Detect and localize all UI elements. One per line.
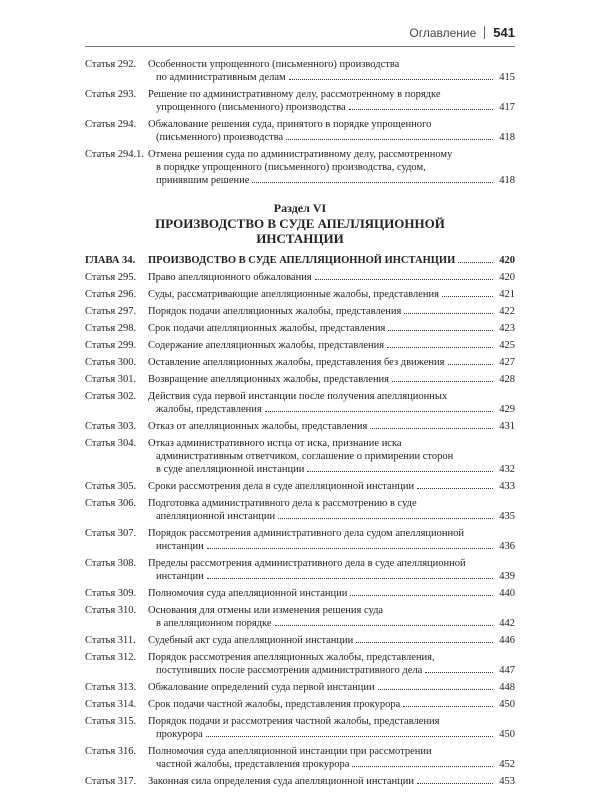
article-number: Статья 301. bbox=[85, 374, 137, 385]
article-body bbox=[148, 88, 515, 114]
entry-line bbox=[148, 420, 515, 433]
article-title-line: Возвращение апелляционных жалобы, представления bbox=[148, 374, 390, 385]
article-body bbox=[148, 775, 515, 788]
article-body bbox=[148, 497, 515, 523]
article-page: 418 bbox=[499, 132, 515, 143]
entry-line bbox=[148, 161, 515, 174]
entry-line bbox=[148, 540, 515, 553]
article-title-line: Отказ административного истца от иска, признание иска bbox=[148, 438, 402, 449]
toc-entry[interactable] bbox=[85, 480, 515, 493]
article-title-line: в порядке упрощенного (письменного) производства, судом, bbox=[156, 162, 426, 173]
article-number: Статья 307. bbox=[85, 528, 137, 539]
article-body bbox=[148, 604, 515, 630]
article-number: Статья 299. bbox=[85, 340, 137, 351]
dot-leader bbox=[207, 548, 493, 549]
article-number: Статья 296. bbox=[85, 289, 137, 300]
dot-leader bbox=[252, 182, 493, 183]
toc-entry[interactable] bbox=[85, 745, 515, 771]
dot-leader bbox=[425, 672, 493, 673]
article-body bbox=[148, 118, 515, 144]
dot-leader bbox=[378, 689, 493, 690]
toc-entry[interactable] bbox=[85, 58, 515, 84]
toc-entry[interactable] bbox=[85, 373, 515, 386]
article-title-line: жалобы, представления bbox=[156, 404, 262, 415]
entry-line bbox=[148, 322, 515, 335]
entry-line bbox=[148, 403, 515, 416]
article-page: 448 bbox=[499, 682, 515, 693]
dot-leader bbox=[286, 139, 493, 140]
toc-entry[interactable] bbox=[85, 557, 515, 583]
article-title-line: принявшим решение bbox=[156, 175, 250, 186]
article-number: Статья 309. bbox=[85, 588, 137, 599]
entry-line bbox=[148, 148, 515, 161]
toc-entry[interactable] bbox=[85, 420, 515, 433]
article-page: 452 bbox=[499, 759, 515, 770]
article-title-line: Содержание апелляционных жалобы, представления bbox=[148, 340, 385, 351]
section-subtitle-line: ИНСТАНЦИИ bbox=[256, 231, 344, 246]
entry-line bbox=[148, 634, 515, 647]
table-of-contents bbox=[85, 58, 515, 792]
article-number: Статья 293. bbox=[85, 89, 137, 100]
article-number: Статья 304. bbox=[85, 438, 137, 449]
entry-line bbox=[148, 681, 515, 694]
article-page: 440 bbox=[499, 588, 515, 599]
header-rule bbox=[85, 46, 515, 47]
running-head-title: Оглавление bbox=[409, 25, 477, 40]
article-title-line: в апелляционном порядке bbox=[156, 618, 272, 629]
article-body bbox=[148, 698, 515, 711]
article-number: Статья 292. bbox=[85, 59, 137, 70]
entry-line bbox=[148, 174, 515, 187]
dot-leader bbox=[388, 330, 493, 331]
article-page: 429 bbox=[499, 404, 515, 415]
article-entries bbox=[85, 271, 515, 788]
article-body bbox=[148, 651, 515, 677]
entry-line bbox=[148, 480, 515, 493]
article-title-line: Оставление апелляционных жалобы, представления без движения bbox=[148, 357, 445, 368]
entry-line bbox=[148, 510, 515, 523]
dot-leader bbox=[206, 736, 493, 737]
toc-entry[interactable] bbox=[85, 148, 515, 187]
toc-entry[interactable] bbox=[85, 527, 515, 553]
toc-entry[interactable] bbox=[85, 356, 515, 369]
article-body bbox=[148, 288, 515, 301]
toc-entry[interactable] bbox=[85, 587, 515, 600]
article-title-line: в суде апелляционной инстанции bbox=[156, 464, 305, 475]
article-title-line: Порядок рассмотрения апелляционных жалобы, представления, bbox=[148, 652, 435, 663]
dot-leader bbox=[265, 411, 493, 412]
entry-line bbox=[148, 651, 515, 664]
article-number: Статья 294.1. bbox=[85, 149, 145, 160]
running-head bbox=[409, 25, 515, 40]
entry-line bbox=[148, 527, 515, 540]
article-number: Статья 311. bbox=[85, 635, 136, 646]
dot-leader bbox=[387, 347, 493, 348]
entry-line bbox=[148, 617, 515, 630]
article-title-line: Отмена решения суда по административному делу, рассмотренному bbox=[148, 149, 453, 160]
dot-leader bbox=[417, 783, 493, 784]
article-page: 450 bbox=[499, 699, 515, 710]
article-title-line: Срок подачи апелляционных жалобы, представления bbox=[148, 323, 386, 334]
article-title-line: Решение по административному делу, рассмотренному в порядке bbox=[148, 89, 441, 100]
section-subtitle-line: ПРОИЗВОДСТВО В СУДЕ АПЕЛЛЯЦИОННОЙ bbox=[155, 216, 445, 231]
article-number: Статья 314. bbox=[85, 699, 137, 710]
toc-entry[interactable] bbox=[85, 288, 515, 301]
toc-entry[interactable] bbox=[85, 437, 515, 476]
dot-leader bbox=[275, 625, 493, 626]
entry-line bbox=[148, 288, 515, 301]
article-title-line: упрощенного (письменного) производства bbox=[156, 102, 346, 113]
entry-line bbox=[148, 71, 515, 84]
entry-line bbox=[148, 118, 515, 131]
article-page: 420 bbox=[499, 272, 515, 283]
entry-line bbox=[148, 497, 515, 510]
toc-entry[interactable] bbox=[85, 497, 515, 523]
dot-leader bbox=[289, 79, 493, 80]
entry-line bbox=[148, 758, 515, 771]
article-body bbox=[148, 527, 515, 553]
pre-entries bbox=[85, 58, 515, 187]
article-page: 431 bbox=[499, 421, 515, 432]
article-page: 422 bbox=[499, 306, 515, 317]
dot-leader bbox=[352, 766, 493, 767]
entry-line bbox=[148, 698, 515, 711]
section-title: Раздел VI bbox=[273, 201, 327, 215]
article-title-line: Обжалование решения суда, принятого в порядке упрощенного bbox=[148, 119, 432, 130]
article-title-line: Судебный акт суда апелляционной инстанции bbox=[148, 635, 354, 646]
entry-line bbox=[148, 715, 515, 728]
dot-leader bbox=[458, 262, 493, 263]
entry-line bbox=[148, 604, 515, 617]
entry-line bbox=[148, 463, 515, 476]
article-title-line: Порядок рассмотрения административного дела судом апелляционной bbox=[148, 528, 465, 539]
toc-entry[interactable] bbox=[85, 715, 515, 741]
toc-entry[interactable] bbox=[85, 305, 515, 318]
article-title-line: Особенности упрощенного (письменного) производства bbox=[148, 59, 400, 70]
dot-leader bbox=[307, 471, 493, 472]
article-number: Статья 294. bbox=[85, 119, 137, 130]
article-title-line: частной жалобы, представления прокурора bbox=[156, 759, 350, 770]
entry-line bbox=[148, 745, 515, 758]
article-page: 423 bbox=[499, 323, 515, 334]
article-title-line: апелляционной инстанции bbox=[156, 511, 276, 522]
article-page: 425 bbox=[499, 340, 515, 351]
dot-leader bbox=[349, 109, 493, 110]
article-number: Статья 317. bbox=[85, 776, 137, 787]
article-page: 432 bbox=[499, 464, 515, 475]
article-title-line: поступивших после рассмотрения административного дела bbox=[156, 665, 423, 676]
article-body bbox=[148, 437, 515, 476]
article-page: 442 bbox=[499, 618, 515, 629]
article-title-line: Порядок подачи апелляционных жалобы, представления bbox=[148, 306, 402, 317]
entry-line bbox=[148, 728, 515, 741]
article-number: Статья 297. bbox=[85, 306, 137, 317]
article-title-line: Срок подачи частной жалобы, представления прокурора bbox=[148, 699, 401, 710]
article-body bbox=[148, 356, 515, 369]
chapter-page: 420 bbox=[499, 255, 515, 266]
article-number: Статья 298. bbox=[85, 323, 137, 334]
dot-leader bbox=[350, 595, 493, 596]
article-body bbox=[148, 339, 515, 352]
entry-line bbox=[148, 557, 515, 570]
entry-line bbox=[148, 339, 515, 352]
chapter-entry[interactable] bbox=[85, 254, 515, 267]
toc-entry[interactable] bbox=[85, 604, 515, 630]
article-number: Статья 315. bbox=[85, 716, 137, 727]
article-page: 439 bbox=[499, 571, 515, 582]
article-page: 415 bbox=[499, 72, 515, 83]
article-title-line: Отказ от апелляционных жалобы, представления bbox=[148, 421, 368, 432]
article-page: 433 bbox=[499, 481, 515, 492]
article-number: Статья 308. bbox=[85, 558, 137, 569]
toc-entry[interactable] bbox=[85, 775, 515, 788]
article-body bbox=[148, 373, 515, 386]
article-title-line: Порядок подачи и рассмотрения частной жалобы, представления bbox=[148, 716, 440, 727]
dot-leader bbox=[207, 578, 493, 579]
entry-line bbox=[148, 450, 515, 463]
article-title-line: Полномочия суда апелляционной инстанции при рассмотрении bbox=[148, 746, 432, 757]
article-number: Статья 303. bbox=[85, 421, 137, 432]
article-body bbox=[148, 148, 515, 187]
toc-entry[interactable] bbox=[85, 651, 515, 677]
article-body bbox=[148, 745, 515, 771]
article-title-line: Сроки рассмотрения дела в суде апелляционной инстанции bbox=[148, 481, 415, 492]
section-subtitle bbox=[85, 216, 515, 246]
entry-line bbox=[148, 305, 515, 318]
article-number: Статья 316. bbox=[85, 746, 137, 757]
toc-entry[interactable] bbox=[85, 634, 515, 647]
running-head-divider bbox=[484, 26, 485, 39]
entry-line bbox=[148, 88, 515, 101]
article-title-line: Обжалование определений суда первой инстанции bbox=[148, 682, 375, 693]
article-page: 418 bbox=[499, 175, 515, 186]
article-page: 446 bbox=[499, 635, 515, 646]
article-title-line: Законная сила определения суда апелляционной инстанции bbox=[148, 776, 414, 787]
article-body bbox=[148, 420, 515, 433]
entry-line bbox=[148, 131, 515, 144]
entry-line bbox=[148, 570, 515, 583]
article-title-line: Пределы рассмотрения административного дела в суде апелляционной bbox=[148, 558, 466, 569]
entry-line bbox=[148, 587, 515, 600]
article-title-line: (письменного) производства bbox=[156, 132, 284, 143]
dot-leader bbox=[356, 642, 493, 643]
article-body bbox=[148, 305, 515, 318]
dot-leader bbox=[315, 279, 493, 280]
article-page: 428 bbox=[499, 374, 515, 385]
article-body bbox=[148, 322, 515, 335]
article-body bbox=[148, 634, 515, 647]
article-page: 453 bbox=[499, 776, 515, 787]
article-title-line: Полномочия суда апелляционной инстанции bbox=[148, 588, 348, 599]
chapter-title: ПРОИЗВОДСТВО В СУДЕ АПЕЛЛЯЦИОННОЙ ИНСТАНЦИИ bbox=[148, 255, 456, 266]
article-body bbox=[148, 557, 515, 583]
article-page: 450 bbox=[499, 729, 515, 740]
article-number: Статья 312. bbox=[85, 652, 137, 663]
dot-leader bbox=[417, 488, 493, 489]
dot-leader bbox=[448, 364, 494, 365]
article-body bbox=[148, 715, 515, 741]
article-body bbox=[148, 587, 515, 600]
toc-entry[interactable] bbox=[85, 322, 515, 335]
dot-leader bbox=[392, 381, 493, 382]
toc-entry[interactable] bbox=[85, 88, 515, 114]
entry-line bbox=[148, 271, 515, 284]
entry-line bbox=[148, 775, 515, 788]
article-page: 427 bbox=[499, 357, 515, 368]
entry-line bbox=[148, 390, 515, 403]
article-title-line: Право апелляционного обжалования bbox=[148, 272, 312, 283]
entry-line bbox=[148, 373, 515, 386]
entry-line bbox=[148, 664, 515, 677]
article-number: Статья 300. bbox=[85, 357, 137, 368]
article-title-line: прокурора bbox=[156, 729, 203, 740]
article-body bbox=[148, 271, 515, 284]
article-body bbox=[148, 480, 515, 493]
entry-line bbox=[148, 356, 515, 369]
article-page: 436 bbox=[499, 541, 515, 552]
toc-entry[interactable] bbox=[85, 339, 515, 352]
article-title-line: Суды, рассматривающие апелляционные жалобы, представления bbox=[148, 289, 439, 300]
toc-entry[interactable] bbox=[85, 698, 515, 711]
dot-leader bbox=[278, 518, 493, 519]
article-page: 435 bbox=[499, 511, 515, 522]
toc-entry[interactable] bbox=[85, 681, 515, 694]
article-number: Статья 305. bbox=[85, 481, 137, 492]
article-title-line: инстанции bbox=[156, 571, 204, 582]
article-title-line: по административным делам bbox=[156, 72, 286, 83]
article-title-line: Подготовка административного дела к рассмотрению в суде bbox=[148, 498, 417, 509]
article-number: Статья 313. bbox=[85, 682, 137, 693]
section-heading bbox=[85, 201, 515, 246]
dot-leader bbox=[403, 706, 493, 707]
dot-leader bbox=[404, 313, 493, 314]
article-page: 417 bbox=[499, 102, 515, 113]
article-title-line: административным ответчиком, соглашение о примирении сторон bbox=[156, 451, 454, 462]
toc-entry[interactable] bbox=[85, 271, 515, 284]
entry-line bbox=[148, 437, 515, 450]
article-number: Статья 302. bbox=[85, 391, 137, 402]
article-title-line: Действия суда первой инстанции после получения апелляционных bbox=[148, 391, 448, 402]
toc-entry[interactable] bbox=[85, 390, 515, 416]
article-number: Статья 295. bbox=[85, 272, 137, 283]
entry-line bbox=[148, 58, 515, 71]
article-number: Статья 306. bbox=[85, 498, 137, 509]
article-body bbox=[148, 58, 515, 84]
dot-leader bbox=[442, 296, 493, 297]
article-body bbox=[148, 681, 515, 694]
article-body bbox=[148, 390, 515, 416]
entry-line bbox=[148, 101, 515, 114]
chapter-number: ГЛАВА 34. bbox=[85, 255, 136, 266]
toc-entry[interactable] bbox=[85, 118, 515, 144]
article-title-line: инстанции bbox=[156, 541, 204, 552]
dot-leader bbox=[370, 428, 493, 429]
article-page: 447 bbox=[499, 665, 515, 676]
article-page: 421 bbox=[499, 289, 515, 300]
article-number: Статья 310. bbox=[85, 605, 137, 616]
article-title-line: Основания для отмены или изменения решения суда bbox=[148, 605, 384, 616]
page-number: 541 bbox=[493, 25, 515, 40]
